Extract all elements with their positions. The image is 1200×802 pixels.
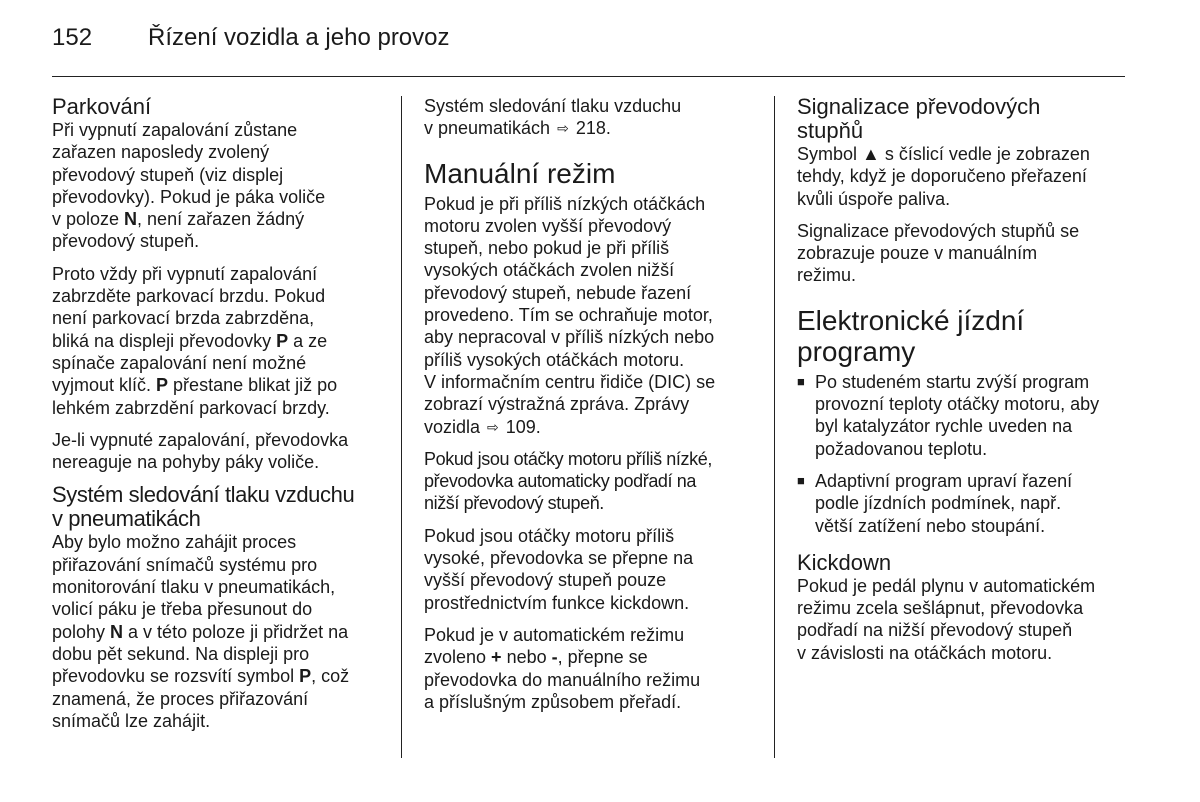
paragraph: Proto vždy při vypnutí zapalování zabrzděte parkovací brzdu. Pokud není parkovací brzda zabrzděna, bliká na displeji převodovky P a ze spínače zapalování není možné vyjmout klíč. P přestane blikat již po lehkém zabrzdění parkovací brzdy. [52, 263, 338, 418]
section-heading-kickdown: Kickdown [797, 549, 892, 575]
list-item: ■ Po studeném startu zvýší program provozní teploty otáčky motoru, aby byl katalyzátor rychle uveden na požadovanou teplotu. [797, 371, 1100, 459]
paragraph: Pokud je v automatickém režimu zvoleno + nebo -, přepne se převodovka do manuálního režimu a příslušným způsobem přeřadí. [424, 624, 701, 712]
paragraph: Pokud je pedál plynu v automatickém režimu zcela sešlápnut, převodovka podřadí na nižší převodový stupeň v závislosti na otáčkách motoru. [797, 575, 1096, 663]
column-right [797, 95, 1132, 674]
page-title: Řízení vozidla a jeho provoz [148, 24, 450, 51]
paragraph: Aby bylo možno zahájit proces přiřazování snímačů systému pro monitorování tlaku v pneumatikách, volicí páku je třeba přesunout do polohy N a v této poloze ji přidržet na dobu pět sekund. Na displeji pro převodovku se rozsvítí symbol P, což znamená, že proces přiřazování snímačů lze zahájit. [52, 532, 350, 731]
page-number: 152 [52, 24, 93, 51]
column-middle [424, 95, 759, 723]
list-item: ■ Adaptivní program upraví řazení podle jízdních podmínek, např. větší zatížení nebo stoupání. [797, 470, 1073, 536]
section-heading-tpms: Systém sledování tlaku vzduchu v pneumatikách [52, 482, 355, 532]
paragraph: Systém sledování tlaku vzduchu v pneumatikách ⇨ 218. [424, 96, 682, 139]
square-bullet-icon: ■ [797, 472, 805, 488]
page-reference-arrow-icon: ⇨ [557, 120, 569, 137]
paragraph: Je-li vypnuté zapalování, převodovka nereaguje na pohyby páky voliče. [52, 429, 349, 473]
section-heading-manual: Manuální režim [424, 157, 616, 189]
section-heading-gear-indication: Signalizace převodových stupňů [797, 94, 1041, 143]
paragraph: Při vypnutí zapalování zůstane zařazen naposledy zvolený převodový stupeň (viz displej převodovky). Pokud je páka voliče v poloze N, není zařazen žádný převodový stupeň. [52, 120, 326, 252]
square-bullet-icon: ■ [797, 373, 805, 389]
column-divider [401, 96, 402, 758]
column-left [52, 95, 387, 742]
paragraph: Pokud jsou otáčky motoru příliš vysoké, převodovka se přepne na vyšší převodový stupeň pouze prostřednictvím funkce kickdown. [424, 525, 694, 613]
paragraph: Signalizace převodových stupňů se zobrazuje pouze v manuálním režimu. [797, 220, 1080, 286]
section-heading-parking: Parkování [52, 94, 152, 119]
paragraph: Pokud je při příliš nízkých otáčkách motoru zvolen vyšší převodový stupeň, nebo pokud je při příliš vysokých otáčkách zvolen nižší převodový stupeň, nebude řazení provedeno. Tím se ochraňuje motor, aby nepracoval v příliš nízkých nebo příliš vysokých otáčkách motoru. V informačním centru řidiče (DIC) se zobrazí výstražná zpráva. Zprávy vozidla ⇨ 109. [424, 193, 716, 437]
page-reference-arrow-icon: ⇨ [487, 418, 499, 435]
section-heading-programs: Elektronické jízdní programy [797, 304, 1025, 367]
paragraph: Symbol ▲ s číslicí vedle je zobrazen tehdy, když je doporučeno přeřazení kvůli úspoře paliva. [797, 144, 1090, 209]
paragraph: Pokud jsou otáčky motoru příliš nízké, převodovka automaticky podřadí na nižší převodový stupeň. [424, 448, 712, 514]
header-rule [52, 76, 1125, 77]
page-header [52, 24, 450, 58]
column-divider [774, 96, 775, 758]
